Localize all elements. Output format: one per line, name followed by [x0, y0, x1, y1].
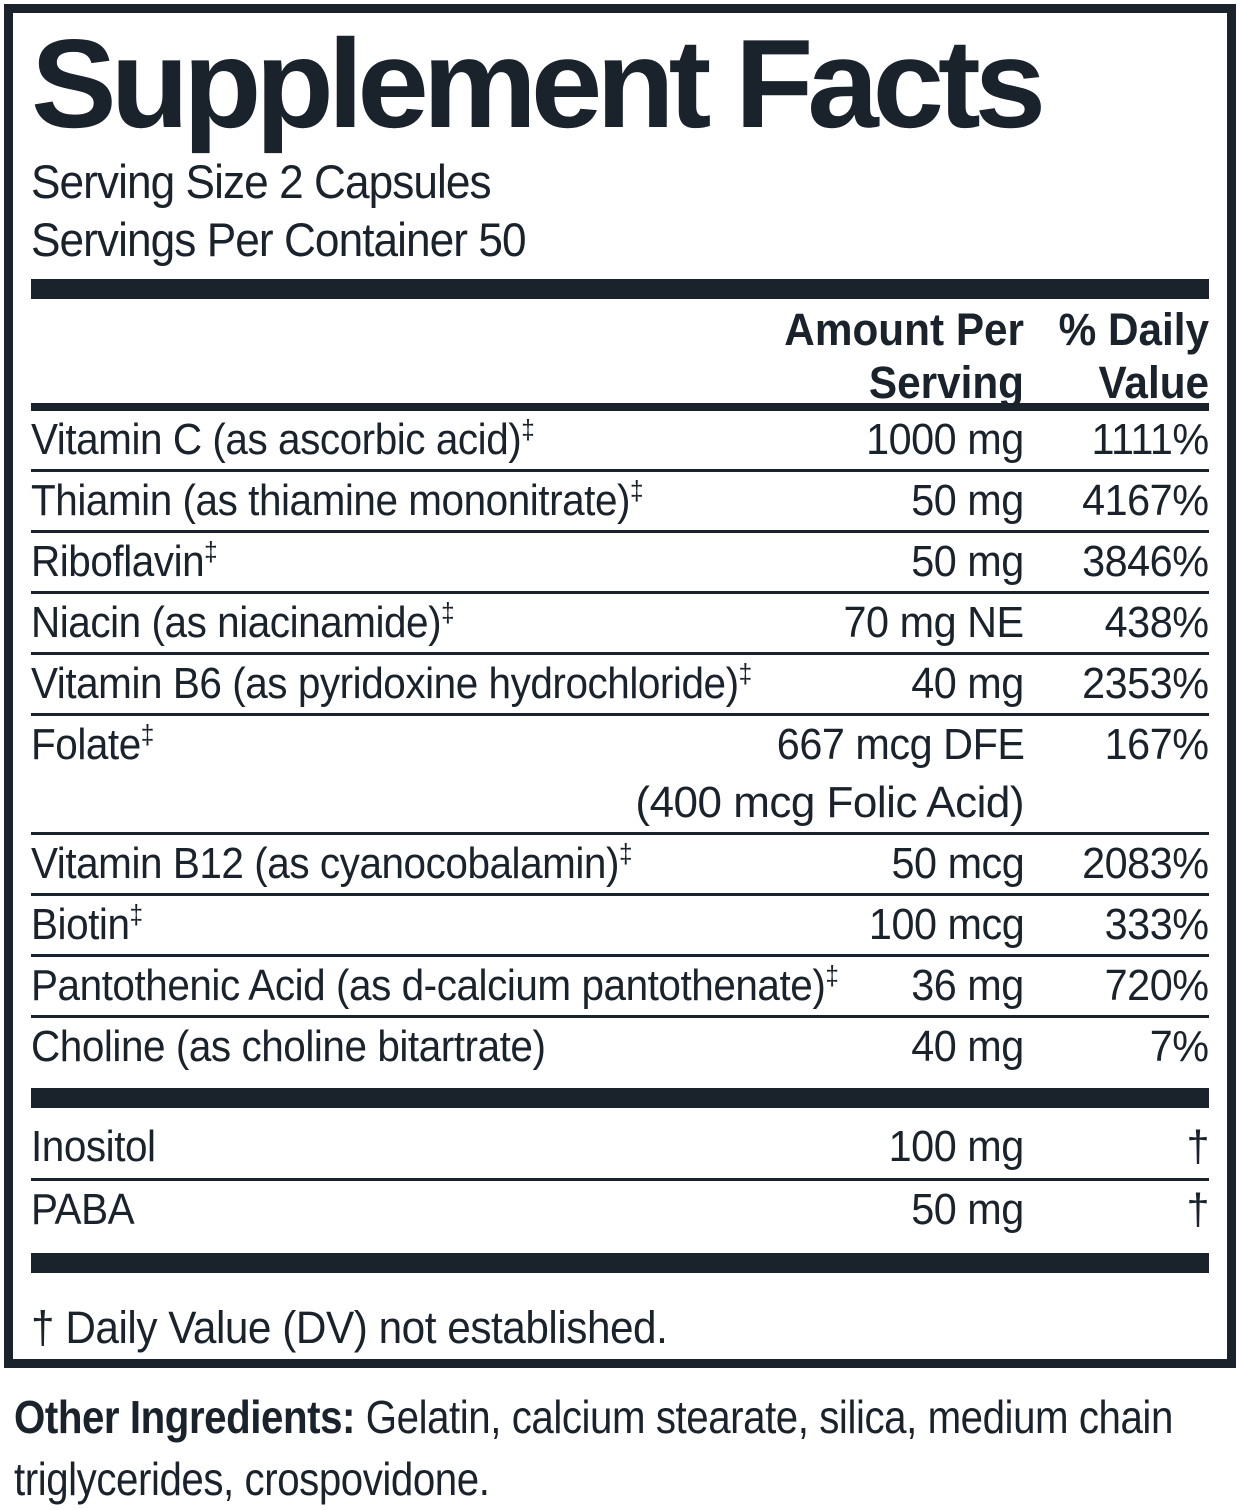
nutrient-daily-value: 3846%: [1082, 537, 1209, 586]
double-dagger-superscript: ‡: [441, 597, 455, 628]
double-dagger-superscript: ‡: [738, 658, 752, 689]
dv-header-line2: Value: [1098, 357, 1209, 408]
percent-daily-value-header: [1059, 303, 1209, 409]
nutrient-row-line1: [31, 835, 1209, 893]
nutrient-name: Folate‡: [31, 719, 154, 769]
nutrient-name: Vitamin C (as ascorbic acid)‡: [31, 414, 535, 464]
divider-bar-top: [31, 279, 1209, 299]
nutrient-amount: 1000 mg: [866, 415, 1024, 464]
nutrient-name: Choline (as choline bitartrate): [31, 1022, 546, 1071]
extra-nutrient-rows: [31, 1118, 1209, 1239]
nutrient-amount: 50 mg: [911, 537, 1024, 586]
nutrient-row-line1: [31, 533, 1209, 591]
nutrient-name: Vitamin B6 (as pyridoxine hydrochloride)‡: [31, 658, 752, 708]
supplement-facts-panel: [4, 4, 1236, 1368]
nutrient-row: [31, 652, 1209, 713]
nutrient-amount: 667 mcg DFE: [776, 720, 1024, 769]
nutrient-row: [31, 1178, 1209, 1239]
serving-size: Serving Size 2 Capsules: [31, 155, 491, 208]
nutrient-name: Biotin‡: [31, 899, 143, 949]
column-headers: [31, 303, 1209, 411]
dv-footnote: † Daily Value (DV) not established.: [31, 1302, 668, 1353]
nutrient-row-line1: [31, 957, 1209, 1015]
nutrient-row: [31, 954, 1209, 1015]
amount-header-line2: Serving: [868, 357, 1024, 408]
nutrient-daily-value: 167%: [1105, 720, 1209, 769]
nutrient-amount: 40 mg: [911, 1022, 1024, 1071]
other-ingredients-label: Other Ingredients:: [14, 1391, 356, 1443]
nutrient-name: Pantothenic Acid (as d-calcium pantothenate)‡: [31, 960, 839, 1010]
nutrient-row-line1: [31, 1018, 1209, 1076]
divider-bar-bottom: [31, 1253, 1209, 1273]
nutrient-row-line1: [31, 594, 1209, 652]
nutrient-name: Inositol: [31, 1122, 156, 1171]
nutrient-amount: 40 mg: [911, 659, 1024, 708]
nutrient-amount: 70 mg NE: [843, 598, 1024, 647]
nutrient-row: [31, 713, 1209, 832]
nutrient-name: Vitamin B12 (as cyanocobalamin)‡: [31, 838, 633, 888]
nutrient-amount: 50 mg: [911, 476, 1024, 525]
nutrient-name: PABA: [31, 1185, 135, 1234]
amount-per-serving-header: [784, 303, 1024, 409]
nutrient-name: Niacin (as niacinamide)‡: [31, 597, 455, 647]
nutrient-row: [31, 411, 1209, 469]
nutrient-row-line1: [31, 716, 1209, 774]
panel-title: Supplement Facts: [31, 13, 1041, 154]
double-dagger-superscript: ‡: [630, 475, 644, 506]
double-dagger-superscript: ‡: [204, 536, 218, 567]
nutrient-daily-value: †: [1186, 1122, 1209, 1171]
nutrient-name: Riboflavin‡: [31, 536, 218, 586]
servings-per-container: Servings Per Container 50: [31, 213, 526, 266]
nutrient-daily-value: 333%: [1105, 900, 1209, 949]
nutrient-row: [31, 832, 1209, 893]
nutrient-row: [31, 591, 1209, 652]
nutrient-amount: 50 mcg: [891, 839, 1024, 888]
nutrient-daily-value: 7%: [1150, 1022, 1209, 1071]
other-ingredients-text: Gelatin, calcium stearate, silica, medium chain triglycerides, crospovidone.: [14, 1391, 1173, 1505]
nutrient-daily-value: 720%: [1105, 961, 1209, 1010]
double-dagger-superscript: ‡: [521, 414, 535, 445]
double-dagger-superscript: ‡: [129, 899, 143, 930]
nutrient-daily-value: 4167%: [1082, 476, 1209, 525]
dv-header-line1: % Daily: [1058, 304, 1209, 355]
nutrient-daily-value: †: [1186, 1185, 1209, 1234]
nutrient-amount-line2: (400 mcg Folic Acid): [635, 778, 1024, 827]
double-dagger-superscript: ‡: [140, 719, 154, 750]
nutrient-row: [31, 1015, 1209, 1076]
nutrient-row: [31, 469, 1209, 530]
divider-bar-middle: [31, 1088, 1209, 1108]
double-dagger-superscript: ‡: [825, 960, 839, 991]
nutrient-row-line1: [31, 411, 1209, 469]
nutrient-daily-value: 2353%: [1082, 659, 1209, 708]
nutrient-amount: 36 mg: [911, 961, 1024, 1010]
nutrient-row-line1: [31, 1118, 1209, 1176]
nutrient-daily-value: 438%: [1105, 598, 1209, 647]
nutrient-amount: 100 mcg: [868, 900, 1024, 949]
nutrient-row-line1: [31, 472, 1209, 530]
nutrient-row-line1: [31, 1181, 1209, 1239]
nutrient-amount: 100 mg: [888, 1122, 1024, 1171]
nutrient-row: [31, 1118, 1209, 1178]
nutrient-amount: 50 mg: [911, 1185, 1024, 1234]
nutrient-rows: [31, 411, 1209, 1076]
nutrient-daily-value: 1111%: [1091, 415, 1209, 464]
amount-header-line1: Amount Per: [784, 304, 1024, 355]
double-dagger-superscript: ‡: [619, 838, 633, 869]
nutrient-daily-value: 2083%: [1082, 839, 1209, 888]
nutrient-row: [31, 530, 1209, 591]
nutrient-name: Thiamin (as thiamine mononitrate)‡: [31, 475, 644, 525]
nutrient-row: [31, 893, 1209, 954]
nutrient-row-line1: [31, 896, 1209, 954]
nutrient-row-line1: [31, 655, 1209, 713]
other-ingredients: [14, 1386, 1239, 1510]
